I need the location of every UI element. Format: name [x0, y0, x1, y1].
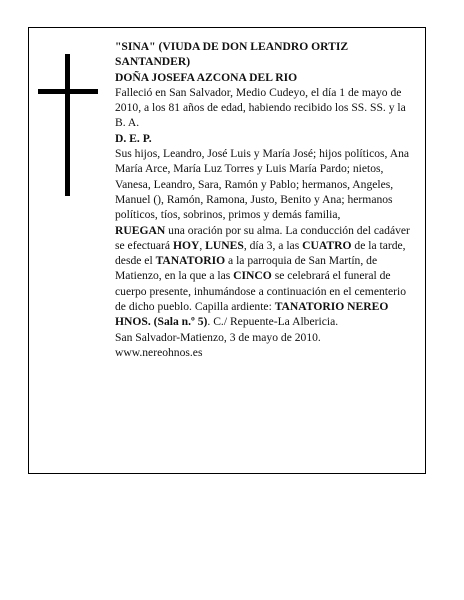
capilla-location: TANATORIO NEREO HNOS. (Sala n.º 5): [115, 300, 389, 329]
cinco-word: CINCO: [233, 269, 272, 283]
ceremony-paragraph: [115, 223, 417, 330]
heading-line: "SINA" (VIUDA DE DON LEANDRO ORTIZ SANTANDER): [115, 40, 349, 69]
ruegan-word: RUEGAN: [115, 223, 166, 237]
ceremony-text-7: . C./ Repuente-La Albericia.: [207, 315, 339, 329]
cuatro-word: CUATRO: [302, 238, 352, 252]
obituary-text: [115, 39, 417, 360]
place-date: San Salvador-Matienzo, 3 de mayo de 2010.: [115, 330, 321, 344]
ceremony-text-6: se celebrará el funeral de cuerpo presente, inhumándose a continuación en el cementerio de dicho pueblo. Capilla ardiente:: [115, 269, 407, 314]
tanatorio-word: TANATORIO: [155, 254, 226, 268]
cross-horizontal-bar: [38, 89, 98, 94]
deceased-name: DOÑA JOSEFA AZCONA DEL RIO: [115, 70, 298, 84]
death-paragraph: Falleció en San Salvador, Medio Cudeyo, el día 1 de mayo de 2010, a los 81 años de edad, habiendo recibido los SS. SS. y la B. A.: [115, 85, 406, 130]
ceremony-text-5: a la parroquia de San Martín, de Matienzo, en la que a las: [115, 254, 378, 283]
ceremony-text-1: una oración por su alma. La conducción del cadáver se efectuará: [115, 223, 410, 252]
ceremony-text-3: , día 3, a las: [243, 238, 303, 252]
dep-line: D. E. P.: [115, 131, 152, 145]
ceremony-text-4: de la tarde, desde el: [115, 238, 406, 268]
hoy-word: HOY: [172, 238, 200, 252]
family-paragraph: Sus hijos, Leandro, José Luis y María José; hijos políticos, Ana María Arce, María Luz Torres y Luis María Pardo; nietos, Vanesa, Leandro, Sara, Ramón y Pablo; hermanos, Angeles, Manuel (), Ramón, Ramona, Justo, Benito y Ana; hermanos políticos, tíos, sobrinos, primos y demás familia,: [115, 147, 410, 222]
lunes-word: LUNES: [205, 238, 244, 252]
ceremony-text-2: ,: [199, 238, 206, 252]
cross-icon: [38, 54, 98, 196]
website-text: www.nereohnos.es: [115, 345, 203, 359]
cross-vertical-bar: [65, 54, 70, 196]
